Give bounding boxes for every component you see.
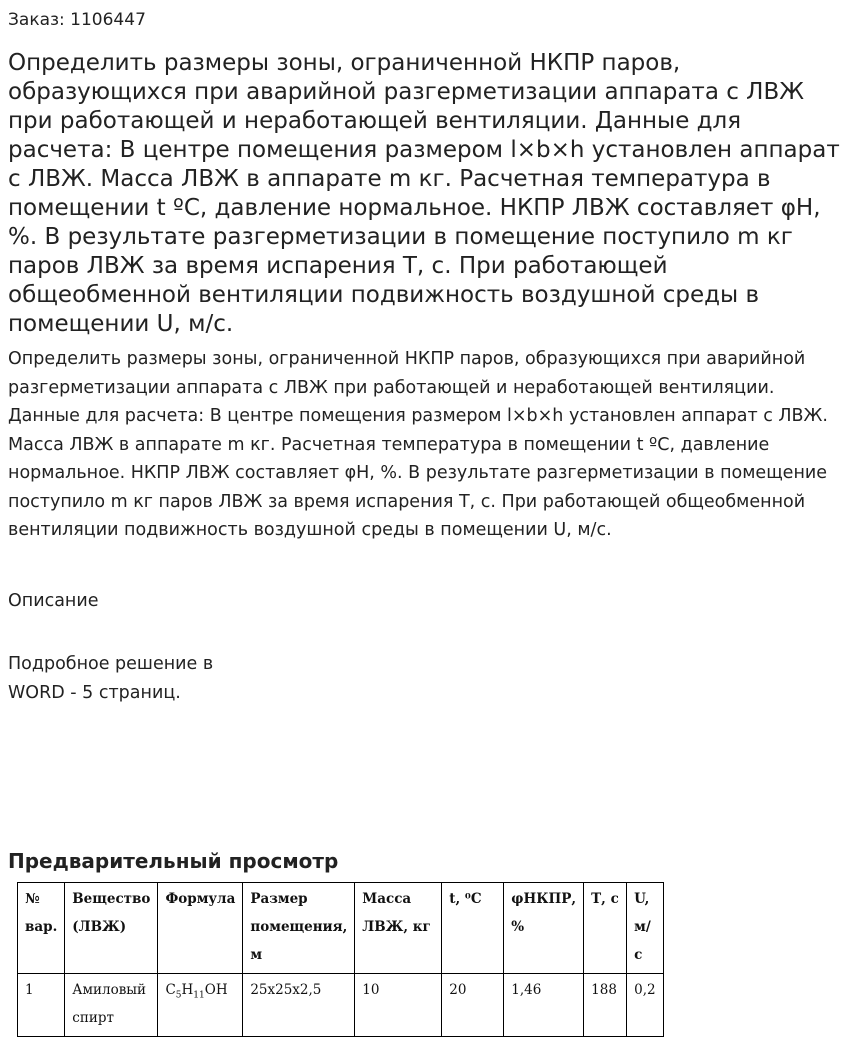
cell-velocity: 0,2 [627,974,663,1037]
cell-substance: Амиловый спирт [65,974,158,1037]
header-size: Размер помещения, м [243,883,355,974]
description-text: Определить размеры зоны, ограниченной НКПР паров, образующихся при аварийной разгерметизации аппарата с ЛВЖ при работающей и неработающей вентиляции. Данные для расчета: В центре помещения размером l×b×h установлен аппарат с ЛВЖ. Масса ЛВЖ в аппарате m кг. Расчетная температура в помещении t ºС, давление нормальное. НКПР ЛВЖ составляет φН, %. В результате разгерметизации в помещение поступило m кг паров ЛВЖ за время испарения Т, с. При работающей общеобменной вентиляции подвижность воздушной среды в помещении U, м/с. [8,349,828,540]
cell-nkpr: 1,46 [504,974,584,1037]
formula-sub-5: 5 [175,990,182,1001]
header-time: Т, с [584,883,627,974]
cell-mass: 10 [355,974,442,1037]
cell-temp: 20 [442,974,504,1037]
cell-num: 1 [18,974,65,1037]
description-label: Описание [8,591,99,611]
header-nkpr: φНКПР, % [504,883,584,974]
table-header-row [18,883,664,974]
solution-info: Подробное решение в WORD - 5 страниц. [8,654,214,703]
table-row [18,974,664,1037]
header-mass: Масса ЛВЖ, кг [355,883,442,974]
formula-h: H [181,982,194,998]
page-title: Определить размеры зоны, ограниченной НКПР паров, образующихся при аварийной разгерметизации аппарата с ЛВЖ при работающей и неработающей вентиляции. Данные для расчета: В центре помещения размером l×b×h установлен аппарат с ЛВЖ. Масса ЛВЖ в аппарате m кг. Расчетная температура в помещении t ºС, давление нормальное. НКПР ЛВЖ составляет φН, %. В результате разгерметизации в помещение поступило m кг паров ЛВЖ за время испарения Т, с. При работающей общеобменной вентиляции подвижность воздушной среды в помещении U, м/с. [8,50,840,337]
cell-formula [158,974,243,1037]
cell-time: 188 [584,974,627,1037]
variant-table [17,882,664,1037]
preview-heading: Предварительный просмотр [8,849,339,873]
header-substance: Вещество (ЛВЖ) [65,883,158,974]
header-velocity: U, м/с [627,883,663,974]
header-temp: t, ⁰С [442,883,504,974]
order-number: Заказ: 1106447 [8,10,146,30]
header-num: № вар. [18,883,65,974]
header-formula: Формула [158,883,243,974]
cell-size: 25х25х2,5 [243,974,355,1037]
formula-c: C [165,982,176,998]
formula-sub-11: 11 [193,990,205,1001]
formula-oh: OH [204,982,228,998]
